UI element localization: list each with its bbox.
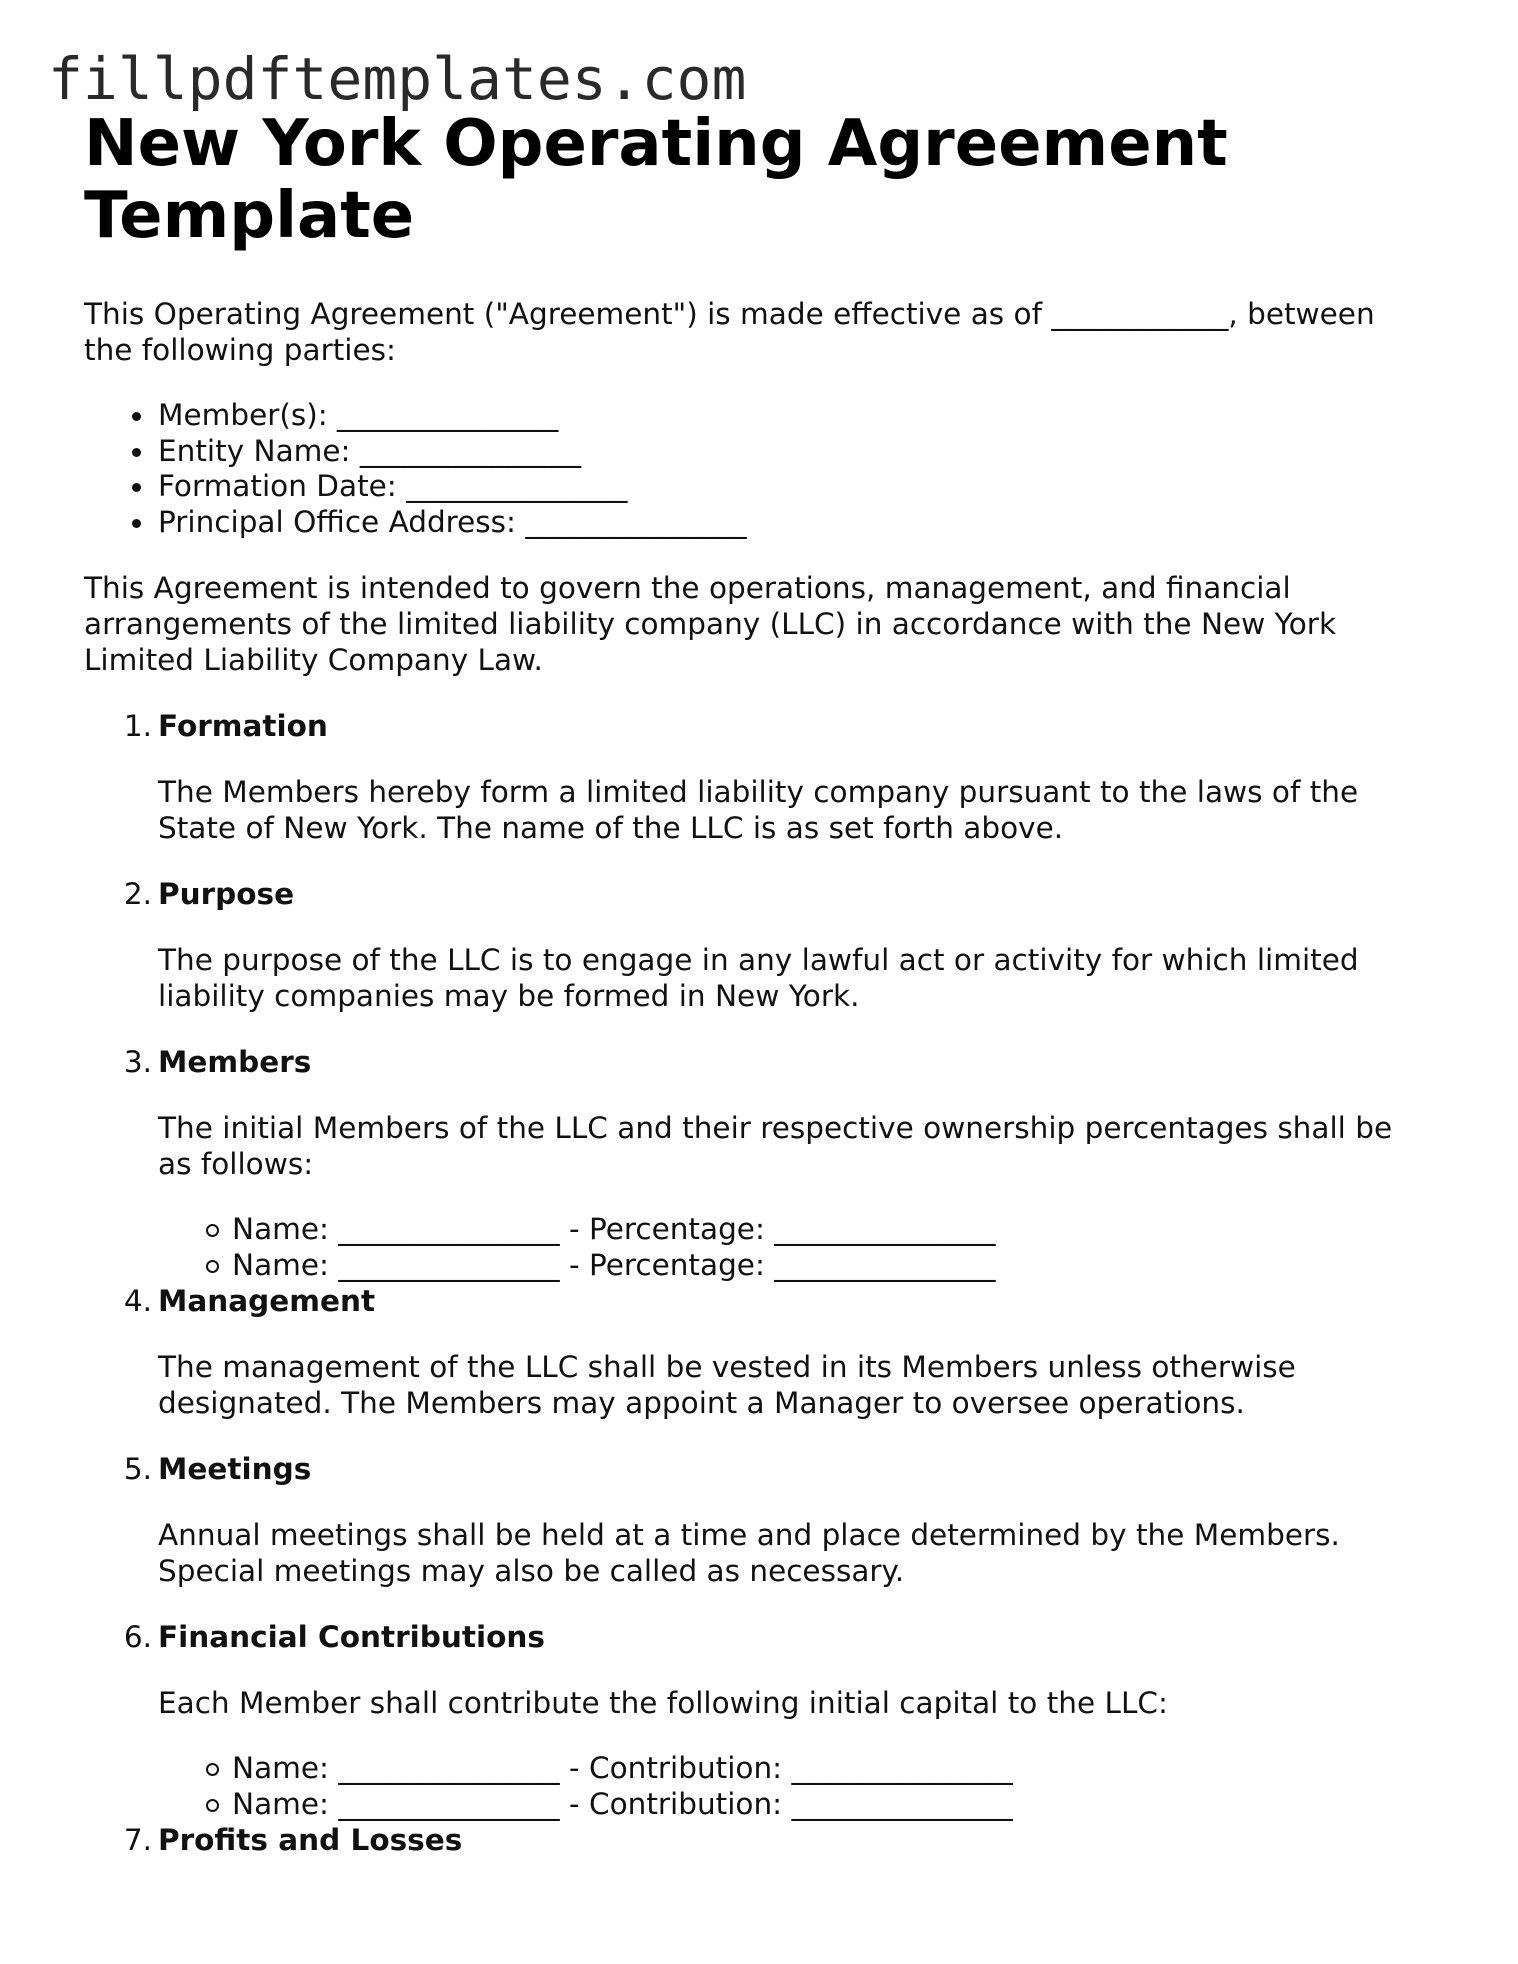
section-number: 6.	[123, 1620, 152, 1654]
member-entry: Name: _______________ - Percentage: _______________	[232, 1212, 1424, 1248]
section-title: Profits and Losses	[158, 1823, 463, 1857]
scope-paragraph: This Agreement is intended to govern the operations, management, and financial arrangements of the limited liability company (LLC) in accordance with the New York Limited Liability Company Law.	[84, 571, 1337, 677]
site-watermark: fillpdftemplates.com	[48, 45, 747, 113]
document-title: New York Operating Agreement Template	[84, 107, 1228, 253]
section-title: Meetings	[158, 1452, 312, 1486]
section-management	[84, 1283, 1424, 1421]
section-financial-contributions	[84, 1619, 1424, 1822]
section-number: 7.	[123, 1823, 152, 1857]
section-title: Purpose	[158, 877, 295, 911]
sections-list	[84, 708, 1424, 1858]
party-formation-date-field: Formation Date: _______________	[158, 469, 1424, 505]
section-formation	[84, 708, 1424, 846]
section-body: The management of the LLC shall be vested in its Members unless otherwise designated. The Members may appoint a Manager to oversee operations.	[158, 1350, 1296, 1420]
section-number: 4.	[123, 1284, 152, 1318]
document-page	[84, 108, 1424, 1858]
contributions-list	[158, 1751, 1424, 1822]
section-number: 3.	[123, 1045, 152, 1079]
section-title: Management	[158, 1284, 376, 1318]
section-body: The initial Members of the LLC and their respective ownership percentages shall be as follows:	[158, 1111, 1393, 1181]
section-number: 5.	[123, 1452, 152, 1486]
contribution-entry: Name: _______________ - Contribution: _______________	[232, 1787, 1424, 1823]
section-title: Members	[158, 1045, 312, 1079]
party-members-field: Member(s): _______________	[158, 398, 1424, 434]
contribution-entry: Name: _______________ - Contribution: _______________	[232, 1751, 1424, 1787]
section-members	[84, 1044, 1424, 1283]
section-title: Financial Contributions	[158, 1620, 545, 1654]
party-office-address-field: Principal Office Address: _______________	[158, 505, 1424, 541]
party-entity-name-field: Entity Name: _______________	[158, 434, 1424, 470]
section-meetings	[84, 1451, 1424, 1589]
section-body: The purpose of the LLC is to engage in any lawful act or activity for which limited liability companies may be formed in New York.	[158, 943, 1359, 1013]
section-title: Formation	[158, 709, 328, 743]
section-body: The Members hereby form a limited liability company pursuant to the laws of the State of New York. The name of the LLC is as set forth above.	[158, 775, 1359, 845]
section-body: Annual meetings shall be held at a time and place determined by the Members. Special meetings may also be called as necessary.	[158, 1518, 1340, 1588]
member-entry: Name: _______________ - Percentage: _______________	[232, 1248, 1424, 1284]
section-purpose	[84, 876, 1424, 1014]
section-number: 2.	[123, 877, 152, 911]
members-list	[158, 1212, 1424, 1283]
intro-paragraph: This Operating Agreement ("Agreement") is made effective as of ____________, between the following parties:	[84, 297, 1375, 367]
parties-list	[84, 398, 1424, 540]
section-body: Each Member shall contribute the following initial capital to the LLC:	[158, 1686, 1168, 1720]
section-profits-and-losses	[84, 1822, 1424, 1858]
section-number: 1.	[123, 709, 152, 743]
